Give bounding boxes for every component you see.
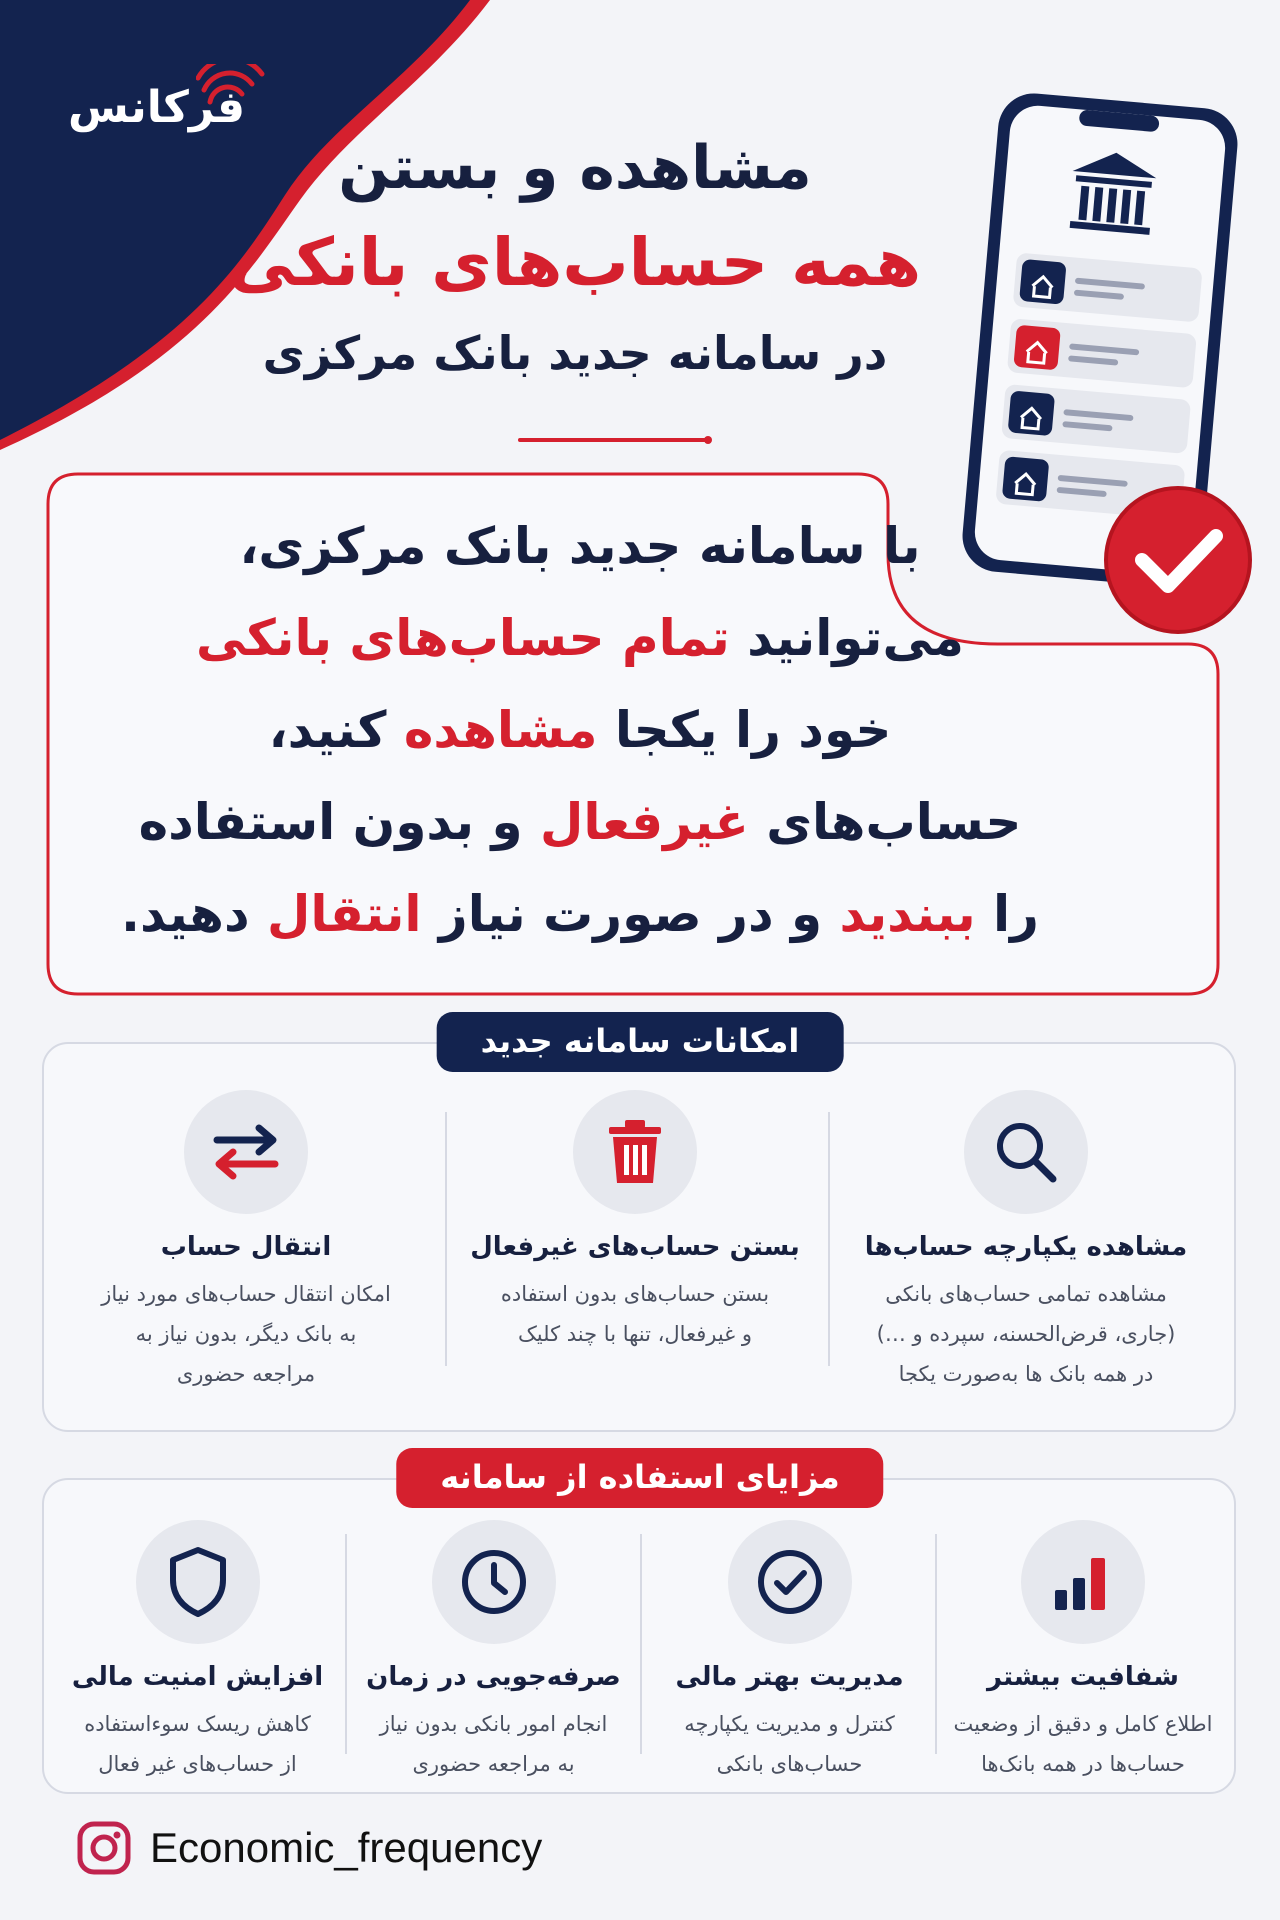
title-block — [225, 125, 925, 391]
title-line-2: همه حساب‌های بانکی — [228, 224, 922, 301]
benefits-heading: مزایای استفاده از سامانه — [396, 1448, 883, 1508]
feature-title: انتقال حساب — [160, 1232, 332, 1262]
shield-icon — [136, 1520, 260, 1644]
title-line-3: در سامانه جدید بانک مرکزی — [262, 326, 888, 380]
message-line-4: حساب‌های غیرفعال و بدون استفاده — [138, 793, 1022, 851]
feature-title: مشاهده یکپارچه حساب‌ها — [864, 1232, 1188, 1262]
signal-waves-icon — [196, 64, 266, 114]
search-icon — [964, 1090, 1088, 1214]
divider — [828, 1112, 830, 1366]
transfer-arrows-icon — [184, 1090, 308, 1214]
message-line-1: با سامانه جدید بانک مرکزی، — [239, 517, 921, 575]
benefit-item-transparency: شفافیت بیشتر اطلاع کامل و دقیق از وضعیت حساب‌ها در همه بانک‌ها — [948, 1520, 1218, 1784]
benefit-title: صرفه‌جویی در زمان — [366, 1662, 621, 1692]
instagram-handle[interactable]: Economic_frequency — [150, 1824, 543, 1871]
benefit-item-management: مدیریت بهتر مالی کنترل و مدیریت یکپارچه حساب‌های بانکی — [652, 1520, 927, 1784]
benefit-item-time: صرفه‌جویی در زمان انجام امور بانکی بدون نیاز به مراجعه حضوری — [356, 1520, 631, 1784]
feature-title: بستن حساب‌های غیرفعال — [470, 1232, 800, 1262]
check-circle-icon — [728, 1520, 852, 1644]
divider — [445, 1112, 447, 1366]
benefit-title: افزایش امنیت مالی — [71, 1662, 324, 1692]
footer — [76, 1820, 542, 1876]
instagram-icon[interactable] — [76, 1820, 132, 1876]
feature-item-view: مشاهده یکپارچه حساب‌ها مشاهده تمامی حساب‌های بانکی (جاری، قرض‌الحسنه، سپرده و …) در همه بانک ها به‌صورت یکجا — [846, 1090, 1206, 1394]
feature-item-close: بستن حساب‌های غیرفعال بستن حساب‌های بدون استفاده و غیرفعال، تنها با چند کلیک — [460, 1090, 810, 1354]
divider — [345, 1534, 347, 1754]
divider — [935, 1534, 937, 1754]
benefit-title: شفافیت بیشتر — [987, 1662, 1179, 1692]
trash-icon — [573, 1090, 697, 1214]
logo-text: فرکانس — [68, 82, 246, 133]
title-line-1: مشاهده و بستن — [338, 133, 812, 203]
benefit-item-security: افزایش امنیت مالی کاهش ریسک سوءاستفاده از حساب‌های غیر فعال — [60, 1520, 335, 1784]
benefit-title: مدیریت بهتر مالی — [675, 1662, 904, 1692]
main-message — [90, 500, 1070, 960]
clock-icon — [432, 1520, 556, 1644]
title-divider-dot — [704, 436, 712, 444]
message-line-5: را ببندید و در صورت نیاز انتقال دهید. — [121, 885, 1039, 943]
feature-item-transfer: انتقال حساب امکان انتقال حساب‌های مورد نیاز به بانک دیگر، بدون نیاز به مراجعه حضوری — [62, 1090, 430, 1394]
message-line-2: می‌توانید تمام حساب‌های بانکی — [196, 609, 964, 667]
bar-chart-icon — [1021, 1520, 1145, 1644]
title-divider — [518, 438, 710, 442]
divider — [640, 1534, 642, 1754]
features-heading: امکانات سامانه جدید — [437, 1012, 844, 1072]
message-line-3: خود را یکجا مشاهده کنید، — [268, 701, 892, 759]
